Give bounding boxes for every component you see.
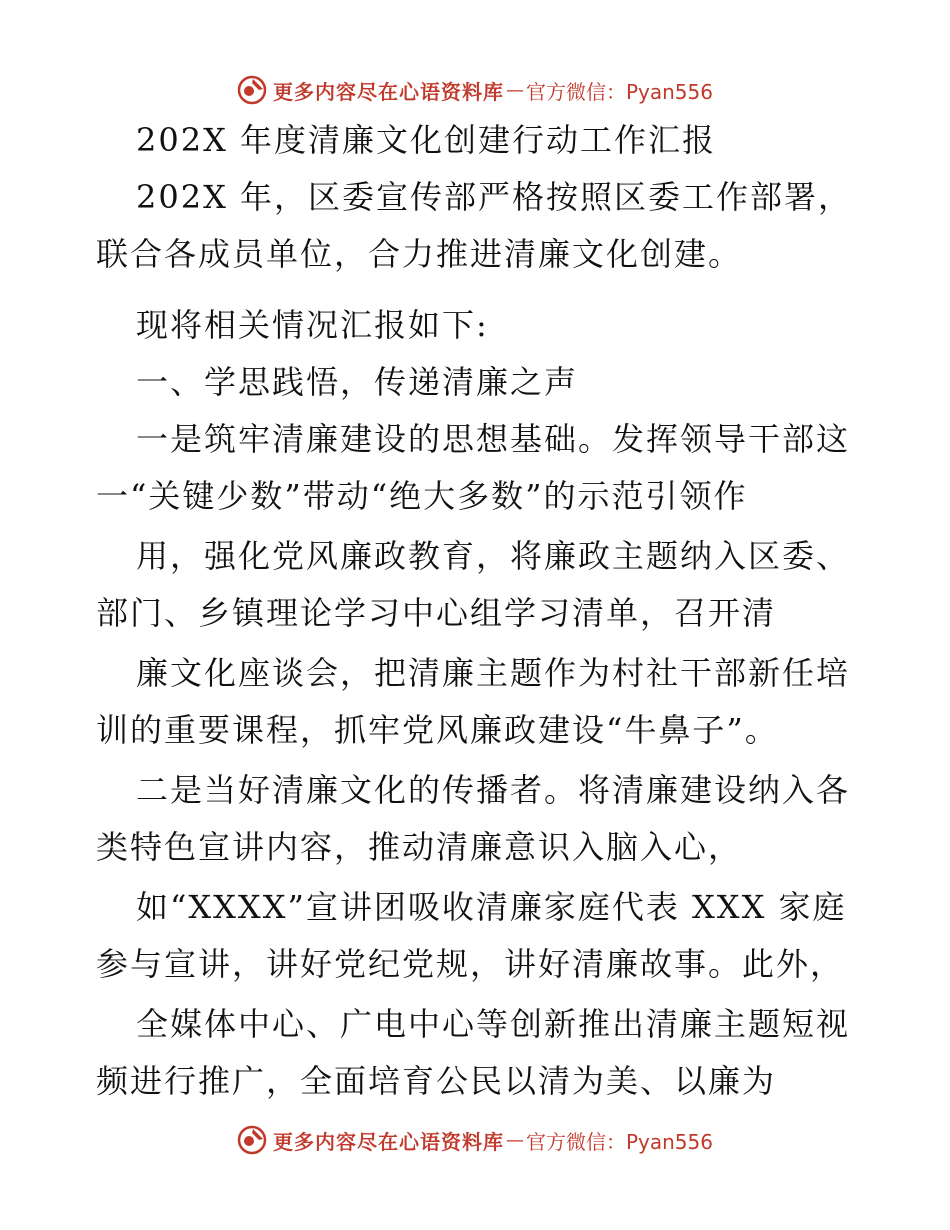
logo-icon <box>237 75 267 105</box>
banner-dash: — <box>505 79 524 101</box>
paragraph-line: 全媒体中心、广电中心等创新推出清廉主题短视 <box>136 1005 851 1043</box>
paragraph-line: 一是筑牢清廉建设的思想基础。发挥领导干部这 <box>136 420 851 458</box>
paragraph-line: 202X 年，区委宣传部严格按照区委工作部署， <box>136 178 853 216</box>
banner-account: 官方微信：Pyan556 <box>525 79 713 104</box>
paragraph-line: 现将相关情况汇报如下: <box>136 306 489 344</box>
paragraph-line: 参与宣讲，讲好党纪党规，讲好清廉故事。此外， <box>96 945 845 983</box>
paragraph-line: 二是当好清廉文化的传播者。将清廉建设纳入各 <box>136 771 851 809</box>
paragraph-line: 联合各成员单位，合力推进清廉文化创建。 <box>96 235 743 273</box>
document-title: 202X 年度清廉文化创建行动工作汇报 <box>136 121 717 159</box>
paragraph-line: 用，强化党风廉政教育，将廉政主题纳入区委、 <box>136 537 851 575</box>
banner-text: 更多内容尽在心语资料库 <box>272 1129 504 1154</box>
paragraph-line: 频进行推广，全面培育公民以清为美、以廉为 <box>96 1062 777 1100</box>
paragraph-line: 类特色宣讲内容，推动清廉意识入脑入心， <box>96 828 743 866</box>
section-heading: 一、学思践悟，传递清廉之声 <box>136 363 579 401</box>
paragraph-line: 廉文化座谈会，把清廉主题作为村社干部新任培 <box>136 654 851 692</box>
logo-icon <box>237 1125 267 1155</box>
footer-watermark-banner <box>0 1120 950 1160</box>
paragraph-line: 如“XXXX”宣讲团吸收清廉家庭代表 XXX 家庭 <box>136 888 847 926</box>
banner-text: 更多内容尽在心语资料库 <box>272 79 504 104</box>
paragraph-line: 部门、乡镇理论学习中心组学习清单，召开清 <box>96 594 777 632</box>
banner-account: 官方微信：Pyan556 <box>525 1129 713 1154</box>
paragraph-line: 一“关键少数”带动“绝大多数”的示范引领作 <box>96 477 748 515</box>
header-watermark-banner <box>0 70 950 110</box>
paragraph-line: 训的重要课程，抓牢党风廉政建设“牛鼻子”。 <box>96 711 779 749</box>
banner-dash: — <box>505 1129 524 1151</box>
